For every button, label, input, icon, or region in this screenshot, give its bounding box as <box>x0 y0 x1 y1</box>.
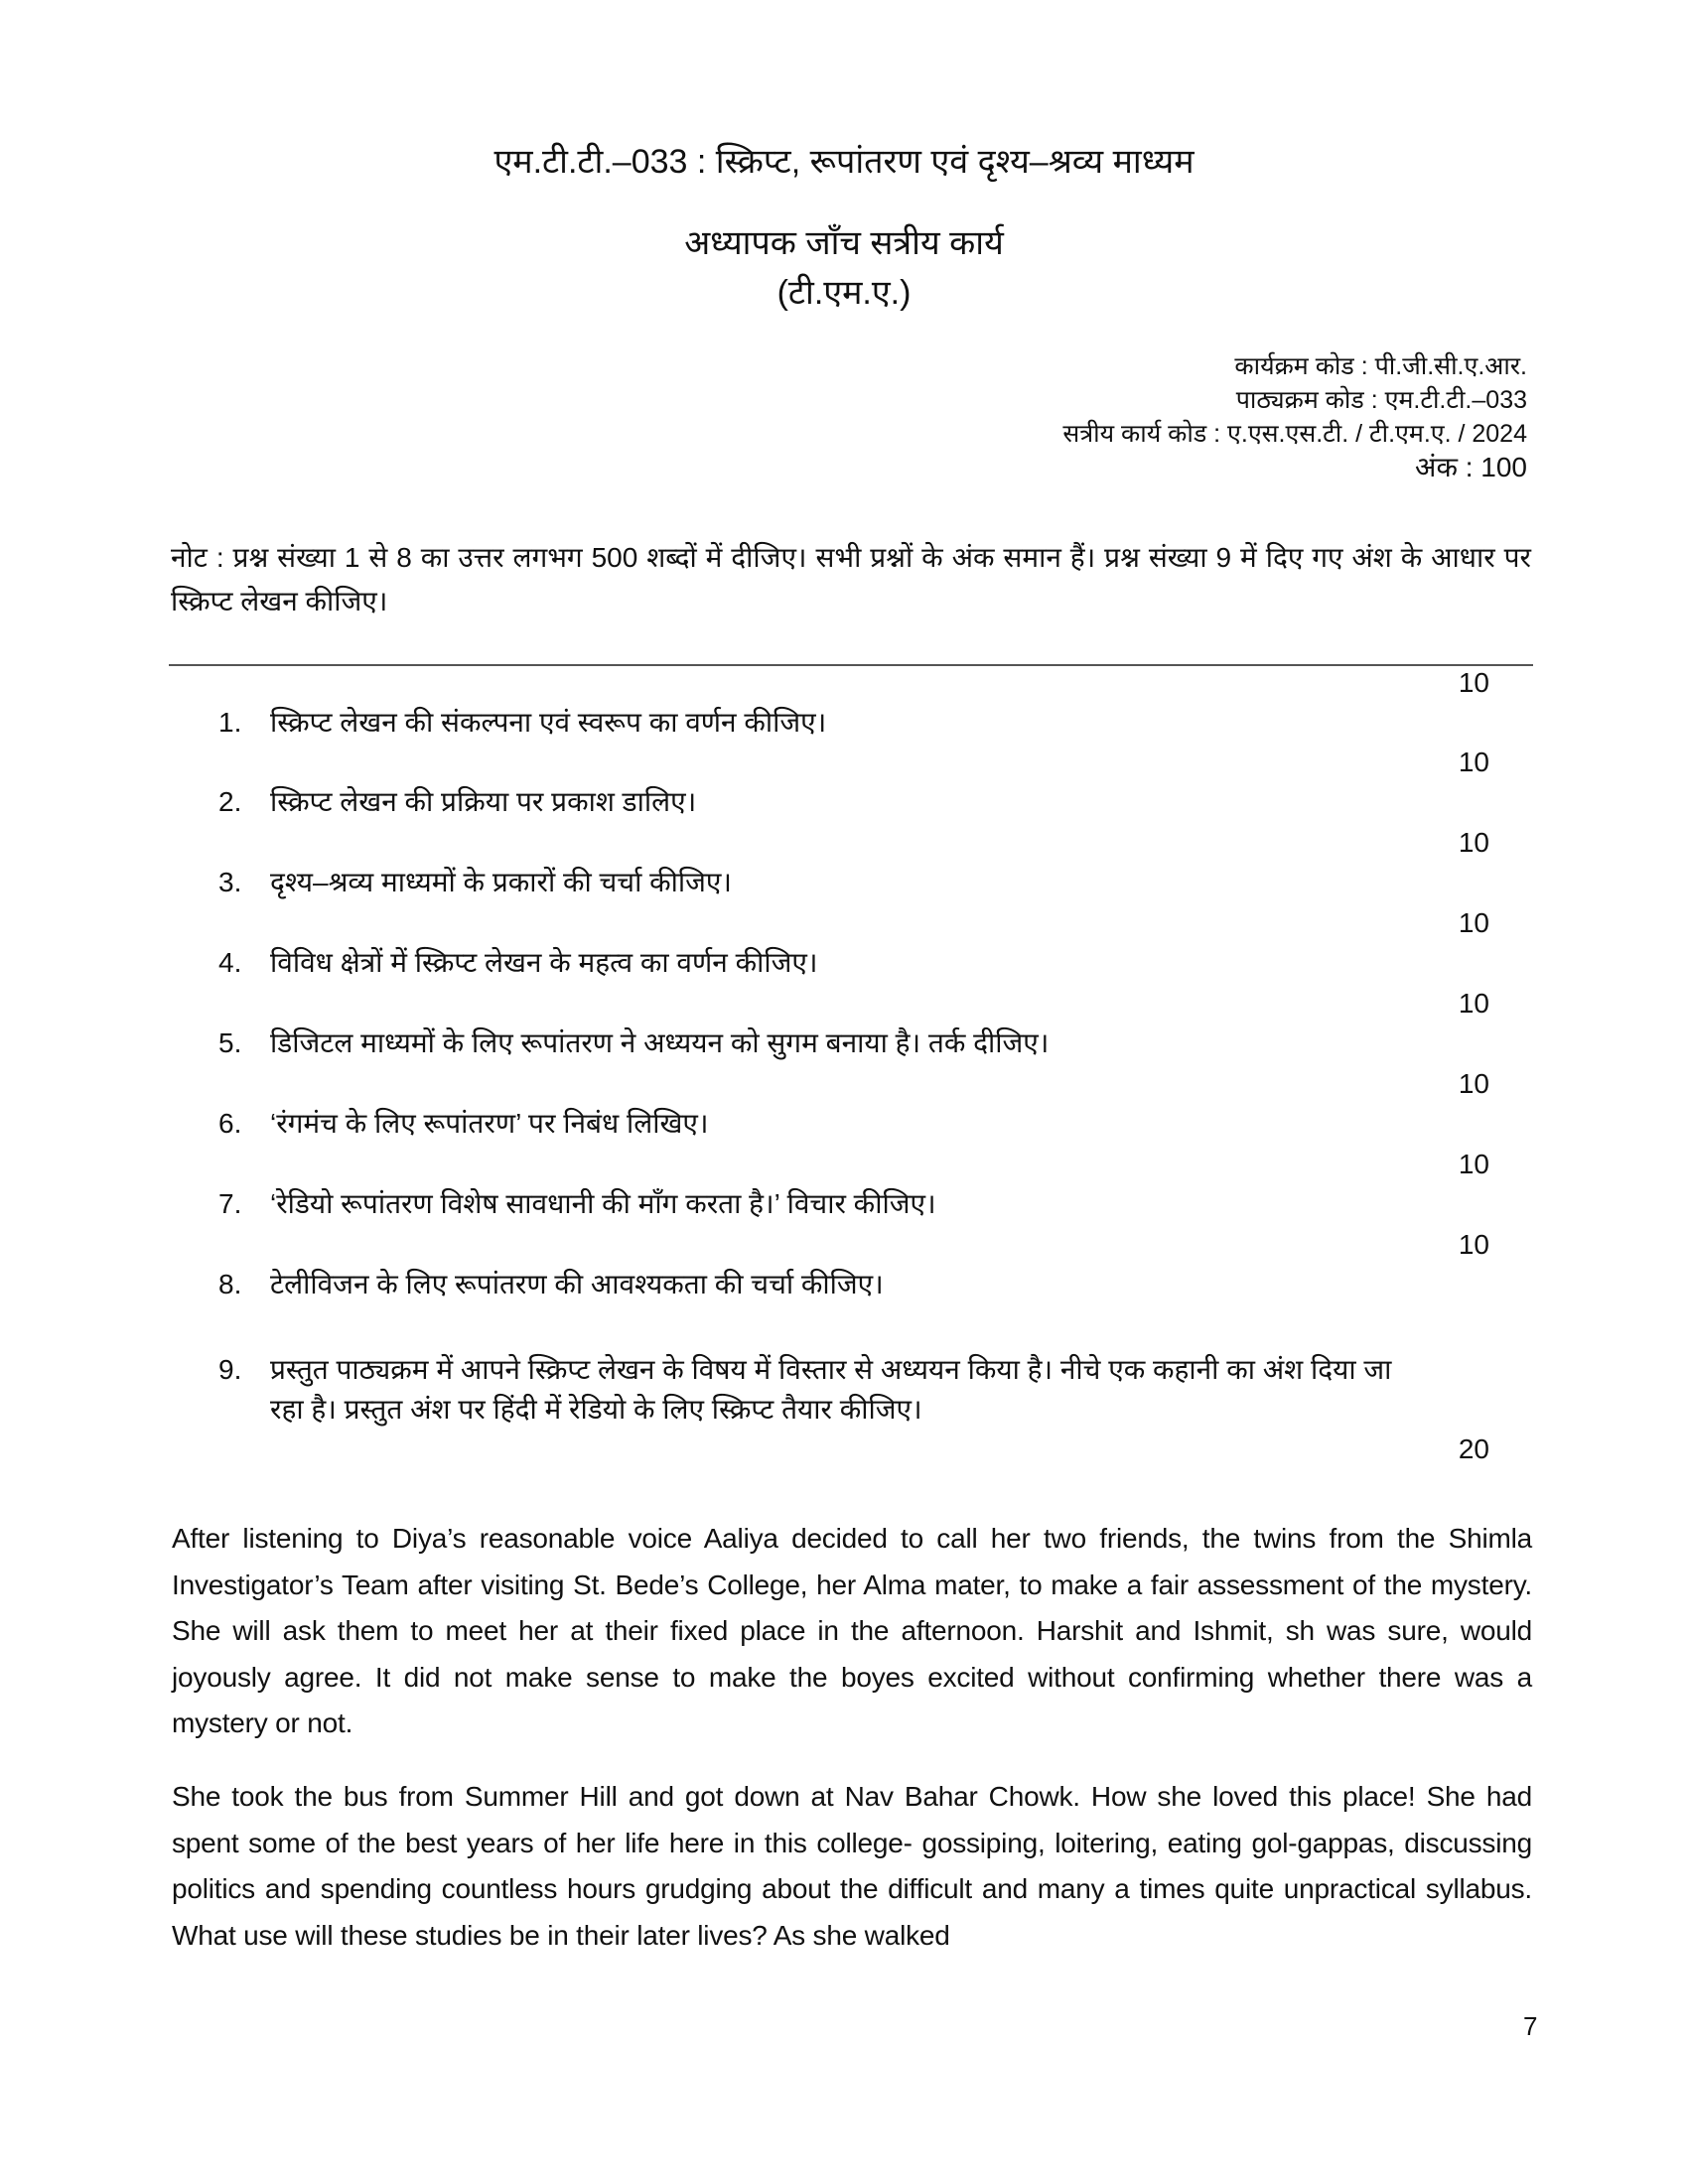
assignment-title: अध्यापक जाँच सत्रीय कार्य <box>684 224 1004 262</box>
story-passage-paragraph: She took the bus from Summer Hill and got down at Nav Bahar Chowk. How she loved this place! She had spent some of the best years of her life here in this college- gossiping, loitering, eating gol-gappas, discussing politics and spending countless hours grudging about the difficult and many a times quite unpractical syllabus. What use will these studies be in their later lives? As she walked <box>172 1781 1532 1951</box>
question-text: स्क्रिप्ट लेखन की प्रक्रिया पर प्रकाश डालिए। <box>270 786 697 817</box>
programme-code: कार्यक्रम कोड : पी.जी.सी.ए.आर. <box>1234 352 1527 380</box>
question-text: ‘रंगमंच के लिए रूपांतरण’ पर निबंध लिखिए। <box>270 1108 709 1139</box>
instructions-note: नोट : प्रश्न संख्या 1 से 8 का उत्तर लगभग 500 शब्दों में दीजिए। सभी प्रश्नों के अंक समान हैं। प्रश्न संख्या 9 में दिए गए अंश के आधार पर स्क्रिप्ट लेखन कीजिए। <box>171 542 1531 616</box>
question-text: डिजिटल माध्यमों के लिए रूपांतरण ने अध्ययन को सुगम बनाया है। तर्क दीजिए। <box>270 1027 1050 1058</box>
question-number: 4. <box>218 947 242 978</box>
question-marks: 10 <box>1458 1068 1489 1099</box>
question-marks: 10 <box>1458 827 1489 858</box>
question-text: ‘रेडियो रूपांतरण विशेष सावधानी की माँग करता है।’ विचार कीजिए। <box>270 1188 936 1219</box>
divider <box>169 664 1533 666</box>
question-number: 3. <box>218 867 242 897</box>
total-marks: अंक : 100 <box>1415 452 1527 482</box>
question-number: 9. <box>218 1354 242 1385</box>
assignment-code: सत्रीय कार्य कोड : ए.एस.एस.टी. / टी.एम.ए. / 2024 <box>1062 420 1527 448</box>
question-text: विविध क्षेत्रों में स्क्रिप्ट लेखन के महत्व का वर्णन कीजिए। <box>270 947 818 978</box>
question-marks: 10 <box>1458 667 1489 698</box>
question-text: दृश्य–श्रव्य माध्यमों के प्रकारों की चर्चा कीजिए। <box>270 867 733 897</box>
question-number: 1. <box>218 707 242 738</box>
question-marks: 10 <box>1458 1149 1489 1179</box>
question-marks: 20 <box>1458 1433 1489 1464</box>
story-passage-paragraph: After listening to Diya’s reasonable voice Aaliya decided to call her two friends, the twins from the Shimla Investigator’s Team after visiting St. Bede’s College, her Alma mater, to make a fair assessment of the mystery. She will ask them to meet her at their fixed place in the afternoon. Harshit and Ishmit, sh was sure, would joyously agree. It did not make sense to make the boyes excited without confirming whether there was a mystery or not. <box>172 1523 1532 1738</box>
question-marks: 10 <box>1458 907 1489 938</box>
question-number: 7. <box>218 1188 242 1219</box>
assignment-abbreviation: (टी.एम.ए.) <box>776 274 912 312</box>
question-text: स्क्रिप्ट लेखन की संकल्पना एवं स्वरूप का वर्णन कीजिए। <box>270 707 827 738</box>
question-number: 5. <box>218 1027 242 1058</box>
question-marks: 10 <box>1458 988 1489 1019</box>
assignment-meta <box>1062 349 1527 484</box>
question-number: 6. <box>218 1108 242 1139</box>
question-number: 2. <box>218 786 242 817</box>
question-number: 8. <box>218 1269 242 1299</box>
course-code: पाठ्यक्रम कोड : एम.टी.टी.–033 <box>1235 386 1527 414</box>
page-number: 7 <box>1523 2011 1538 2041</box>
question-text: प्रस्तुत पाठ्यक्रम में आपने स्क्रिप्ट लेखन के विषय में विस्तार से अध्ययन किया है। नीचे एक कहानी का अंश दिया जा रहा है। प्रस्तुत अंश पर हिंदी में रेडियो के लिए स्क्रिप्ट तैयार कीजिए। <box>270 1354 1392 1425</box>
question-marks: 10 <box>1458 747 1489 777</box>
question-text: टेलीविजन के लिए रूपांतरण की आवश्यकता की चर्चा कीजिए। <box>270 1269 884 1299</box>
question-marks: 10 <box>1458 1229 1489 1260</box>
course-title: एम.टी.टी.–033 : स्क्रिप्ट, रूपांतरण एवं दृश्य–श्रव्य माध्यम <box>493 143 1195 181</box>
question-item <box>218 1350 1489 1469</box>
